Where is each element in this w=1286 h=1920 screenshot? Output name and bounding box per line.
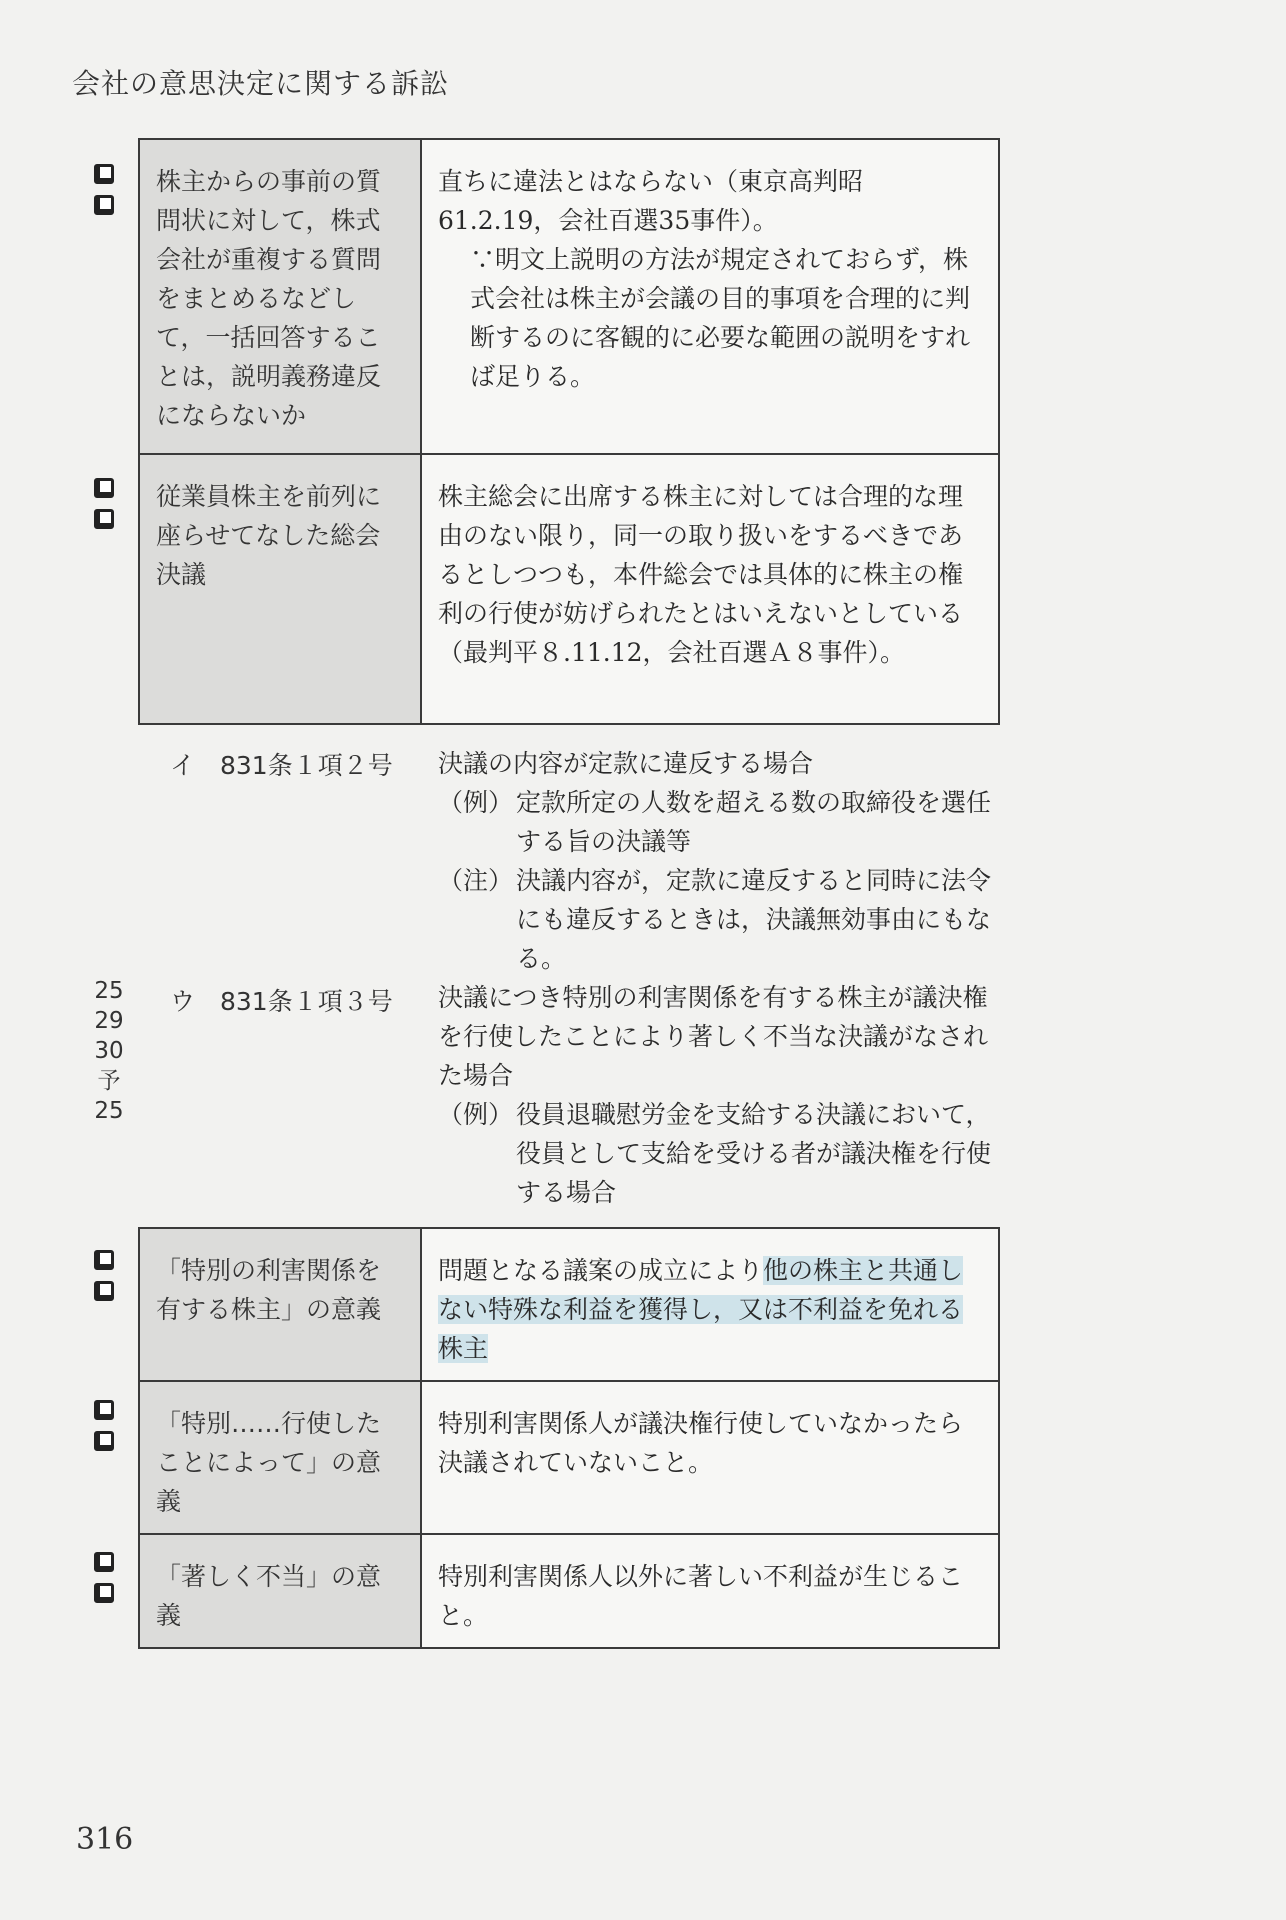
checkbox[interactable] <box>94 1281 114 1301</box>
checkbox[interactable] <box>94 1431 114 1451</box>
desc-highlight: 他の株主と共通しない特殊な利益を獲得し，又は不利益を免れる株主 <box>438 1256 964 1363</box>
note-text: 決議内容が，定款に違反すると同時に法令にも違反するときは，決議無効事由にもなる。 <box>516 866 992 973</box>
table-row <box>139 1228 999 1381</box>
note-tag: （注） <box>438 866 514 895</box>
table-judgments <box>138 138 1000 725</box>
checkbox[interactable] <box>94 478 114 498</box>
section-body-u <box>438 978 998 1212</box>
page-header-title: 会社の意思決定に関する訴訟 <box>72 67 450 100</box>
desc-cell <box>421 139 999 454</box>
checkbox-group-row3 <box>94 1250 120 1312</box>
checkbox[interactable] <box>94 1583 114 1603</box>
checkbox[interactable] <box>94 1250 114 1270</box>
term-cell: 「著しく不当」の意義 <box>139 1534 421 1648</box>
margin-number: 25 <box>94 978 124 1004</box>
table-row <box>139 454 999 724</box>
desc-cell: 株主総会に出席する株主に対しては合理的な理由のない限り，同一の取り扱いをするべきであるとしつつも，本件総会では具体的に株主の権利の行使が妨げられたとはいえないとしている（最判平８.11.12，会社百選Ａ８事件）。 <box>421 454 999 724</box>
term-cell: 従業員株主を前列に座らせてなした総会決議 <box>139 454 421 724</box>
table-row <box>139 139 999 454</box>
desc-main: 直ちに違法とはならない（東京高判昭61.2.19，会社百選35事件）。 <box>438 167 864 235</box>
margin-number: 30 <box>94 1038 124 1064</box>
checkbox[interactable] <box>94 195 114 215</box>
desc-cell: 特別利害関係人以外に著しい不利益が生じること。 <box>421 1534 999 1648</box>
margin-number: 29 <box>94 1008 124 1034</box>
margin-exam-years <box>94 976 124 1126</box>
term-cell: 株主からの事前の質問状に対して，株式会社が重複する質問をまとめるなどして，一括回答することは，説明義務違反にならないか <box>139 139 421 454</box>
checkbox[interactable] <box>94 1552 114 1572</box>
margin-number: 予 <box>97 1068 121 1094</box>
desc-cell: 特別利害関係人が議決権行使していなかったら決議されていないこと。 <box>421 1381 999 1534</box>
checkbox[interactable] <box>94 1400 114 1420</box>
term-cell: 「特別……行使したことによって」の意義 <box>139 1381 421 1534</box>
desc-reason: ∵明文上説明の方法が規定されておらず，株式会社は株主が会議の目的事項を合理的に判断するのに客観的に必要な範囲の説明をすれば足りる。 <box>470 245 971 391</box>
margin-number: 25 <box>94 1098 124 1124</box>
table-row <box>139 1381 999 1534</box>
example-u <box>438 1095 998 1212</box>
desc-cell <box>421 1228 999 1381</box>
section-text-u: 決議につき特別の利害関係を有する株主が議決権を行使したことにより著しく不当な決議がなされた場合 <box>438 983 989 1090</box>
checkbox-group-row1 <box>94 164 120 226</box>
checkbox-group-row4 <box>94 1400 120 1462</box>
section-text-i: 決議の内容が定款に違反する場合 <box>438 749 814 778</box>
section-body-i <box>438 744 998 978</box>
example-text: 役員退職慰労金を支給する決議において，役員として支給を受ける者が議決権を行使する場合 <box>516 1100 992 1207</box>
note-i <box>438 861 998 978</box>
page-number: 316 <box>76 1822 134 1857</box>
example-tag: （例） <box>438 788 514 817</box>
section-label-u: ウ 831条１項３号 <box>170 987 393 1016</box>
term-cell: 「特別の利害関係を有する株主」の意義 <box>139 1228 421 1381</box>
table-special-interest <box>138 1227 1000 1649</box>
desc-pre: 問題となる議案の成立により <box>438 1256 764 1285</box>
section-label-i: イ 831条１項２号 <box>170 751 393 780</box>
example-text: 定款所定の人数を超える数の取締役を選任する旨の決議等 <box>516 788 992 856</box>
checkbox[interactable] <box>94 164 114 184</box>
table-row <box>139 1534 999 1648</box>
checkbox[interactable] <box>94 509 114 529</box>
checkbox-group-row2 <box>94 478 120 540</box>
example-tag: （例） <box>438 1100 514 1129</box>
example-i <box>438 783 998 861</box>
checkbox-group-row5 <box>94 1552 120 1614</box>
